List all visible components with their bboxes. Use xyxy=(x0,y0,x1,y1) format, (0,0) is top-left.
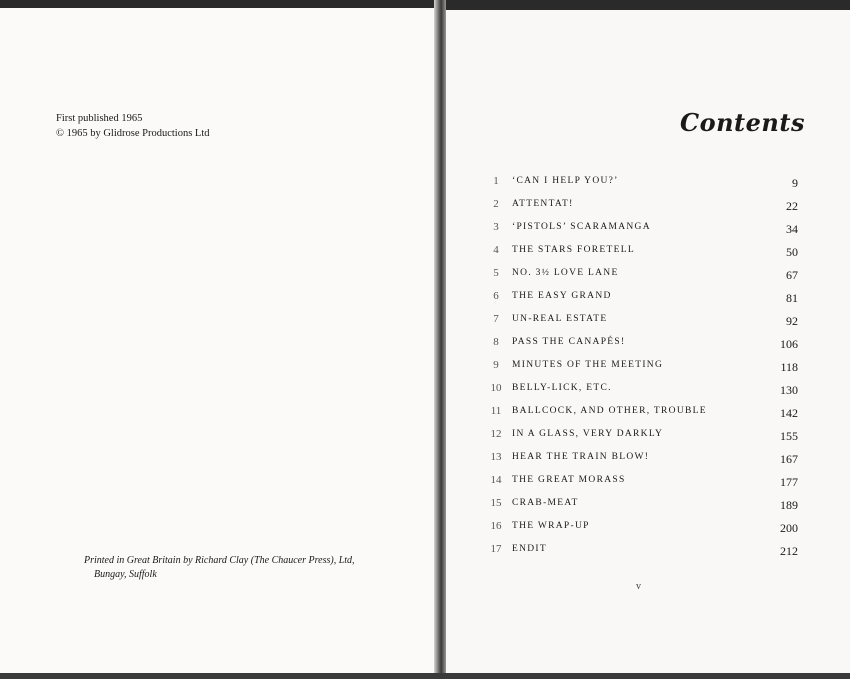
chapter-number: 6 xyxy=(493,290,499,302)
copyright-line: © 1965 by Glidrose Productions Ltd xyxy=(56,128,210,139)
chapter-number: 12 xyxy=(490,428,502,440)
chapter-number: 15 xyxy=(490,497,502,509)
table-of-contents xyxy=(470,172,810,563)
toc-row xyxy=(470,448,810,471)
chapter-number: 17 xyxy=(490,543,502,555)
toc-row xyxy=(470,425,810,448)
toc-row xyxy=(470,494,810,517)
chapter-title: MINUTES OF THE MEETING xyxy=(512,360,664,370)
chapter-page-number: 9 xyxy=(792,176,798,190)
chapter-page-number: 200 xyxy=(780,521,798,535)
chapter-title: THE GREAT MORASS xyxy=(512,475,626,485)
toc-row xyxy=(470,517,810,540)
publication-info xyxy=(56,111,210,141)
toc-row xyxy=(470,333,810,356)
chapter-page-number: 50 xyxy=(786,245,798,259)
bottom-edge xyxy=(0,673,850,679)
toc-row xyxy=(470,310,810,333)
chapter-title: ATTENTAT! xyxy=(512,199,574,209)
chapter-page-number: 67 xyxy=(786,268,798,282)
chapter-page-number: 34 xyxy=(786,222,798,236)
first-published-line: First published 1965 xyxy=(56,113,143,124)
chapter-title: PASS THE CANAPÉS! xyxy=(512,337,626,347)
chapter-page-number: 177 xyxy=(780,475,798,489)
printer-line-1: Printed in Great Britain by Richard Clay (The Chaucer Press), Ltd, xyxy=(84,555,355,566)
chapter-title: BALLCOCK, AND OTHER, TROUBLE xyxy=(512,406,707,416)
chapter-number: 11 xyxy=(490,405,502,417)
chapter-page-number: 106 xyxy=(780,337,798,351)
chapter-number: 7 xyxy=(493,313,499,325)
chapter-number: 2 xyxy=(493,198,499,210)
chapter-number: 5 xyxy=(493,267,499,279)
chapter-number: 13 xyxy=(490,451,502,463)
chapter-number: 10 xyxy=(490,382,502,394)
chapter-number: 14 xyxy=(490,474,502,486)
chapter-title: THE EASY GRAND xyxy=(512,291,612,301)
chapter-title: THE WRAP-UP xyxy=(512,521,590,531)
chapter-page-number: 189 xyxy=(780,498,798,512)
toc-row xyxy=(470,195,810,218)
chapter-title: ‘CAN I HELP YOU?’ xyxy=(512,176,619,186)
chapter-page-number: 92 xyxy=(786,314,798,328)
toc-row xyxy=(470,402,810,425)
chapter-page-number: 155 xyxy=(780,429,798,443)
toc-row xyxy=(470,287,810,310)
chapter-title: THE STARS FORETELL xyxy=(512,245,635,255)
chapter-page-number: 212 xyxy=(780,544,798,558)
chapter-number: 4 xyxy=(493,244,499,256)
chapter-page-number: 142 xyxy=(780,406,798,420)
chapter-title: IN A GLASS, VERY DARKLY xyxy=(512,429,664,439)
chapter-number: 9 xyxy=(493,359,499,371)
toc-row xyxy=(470,379,810,402)
chapter-title: CRAB-MEAT xyxy=(512,498,579,508)
toc-row xyxy=(470,241,810,264)
chapter-page-number: 167 xyxy=(780,452,798,466)
printer-line-2: Bungay, Suffolk xyxy=(94,569,157,580)
chapter-title: HEAR THE TRAIN BLOW! xyxy=(512,452,650,462)
chapter-page-number: 118 xyxy=(780,360,798,374)
chapter-title: ENDIT xyxy=(512,544,547,554)
toc-row xyxy=(470,264,810,287)
chapter-title: NO. 3½ LOVE LANE xyxy=(512,268,619,278)
chapter-title: BELLY-LICK, ETC. xyxy=(512,383,612,393)
printer-info xyxy=(84,554,355,582)
contents-heading: Contents xyxy=(680,108,805,137)
chapter-page-number: 22 xyxy=(786,199,798,213)
chapter-number: 1 xyxy=(493,175,499,187)
toc-row xyxy=(470,218,810,241)
chapter-page-number: 81 xyxy=(786,291,798,305)
toc-row xyxy=(470,540,810,563)
left-page xyxy=(0,8,436,675)
chapter-number: 16 xyxy=(490,520,502,532)
chapter-title: ‘PISTOLS’ SCARAMANGA xyxy=(512,222,651,232)
chapter-number: 8 xyxy=(493,336,499,348)
toc-row xyxy=(470,172,810,195)
toc-row xyxy=(470,471,810,494)
chapter-title: UN-REAL ESTATE xyxy=(512,314,608,324)
page-folio: v xyxy=(636,581,641,592)
chapter-number: 3 xyxy=(493,221,499,233)
book-gutter xyxy=(434,0,446,679)
toc-row xyxy=(470,356,810,379)
chapter-page-number: 130 xyxy=(780,383,798,397)
